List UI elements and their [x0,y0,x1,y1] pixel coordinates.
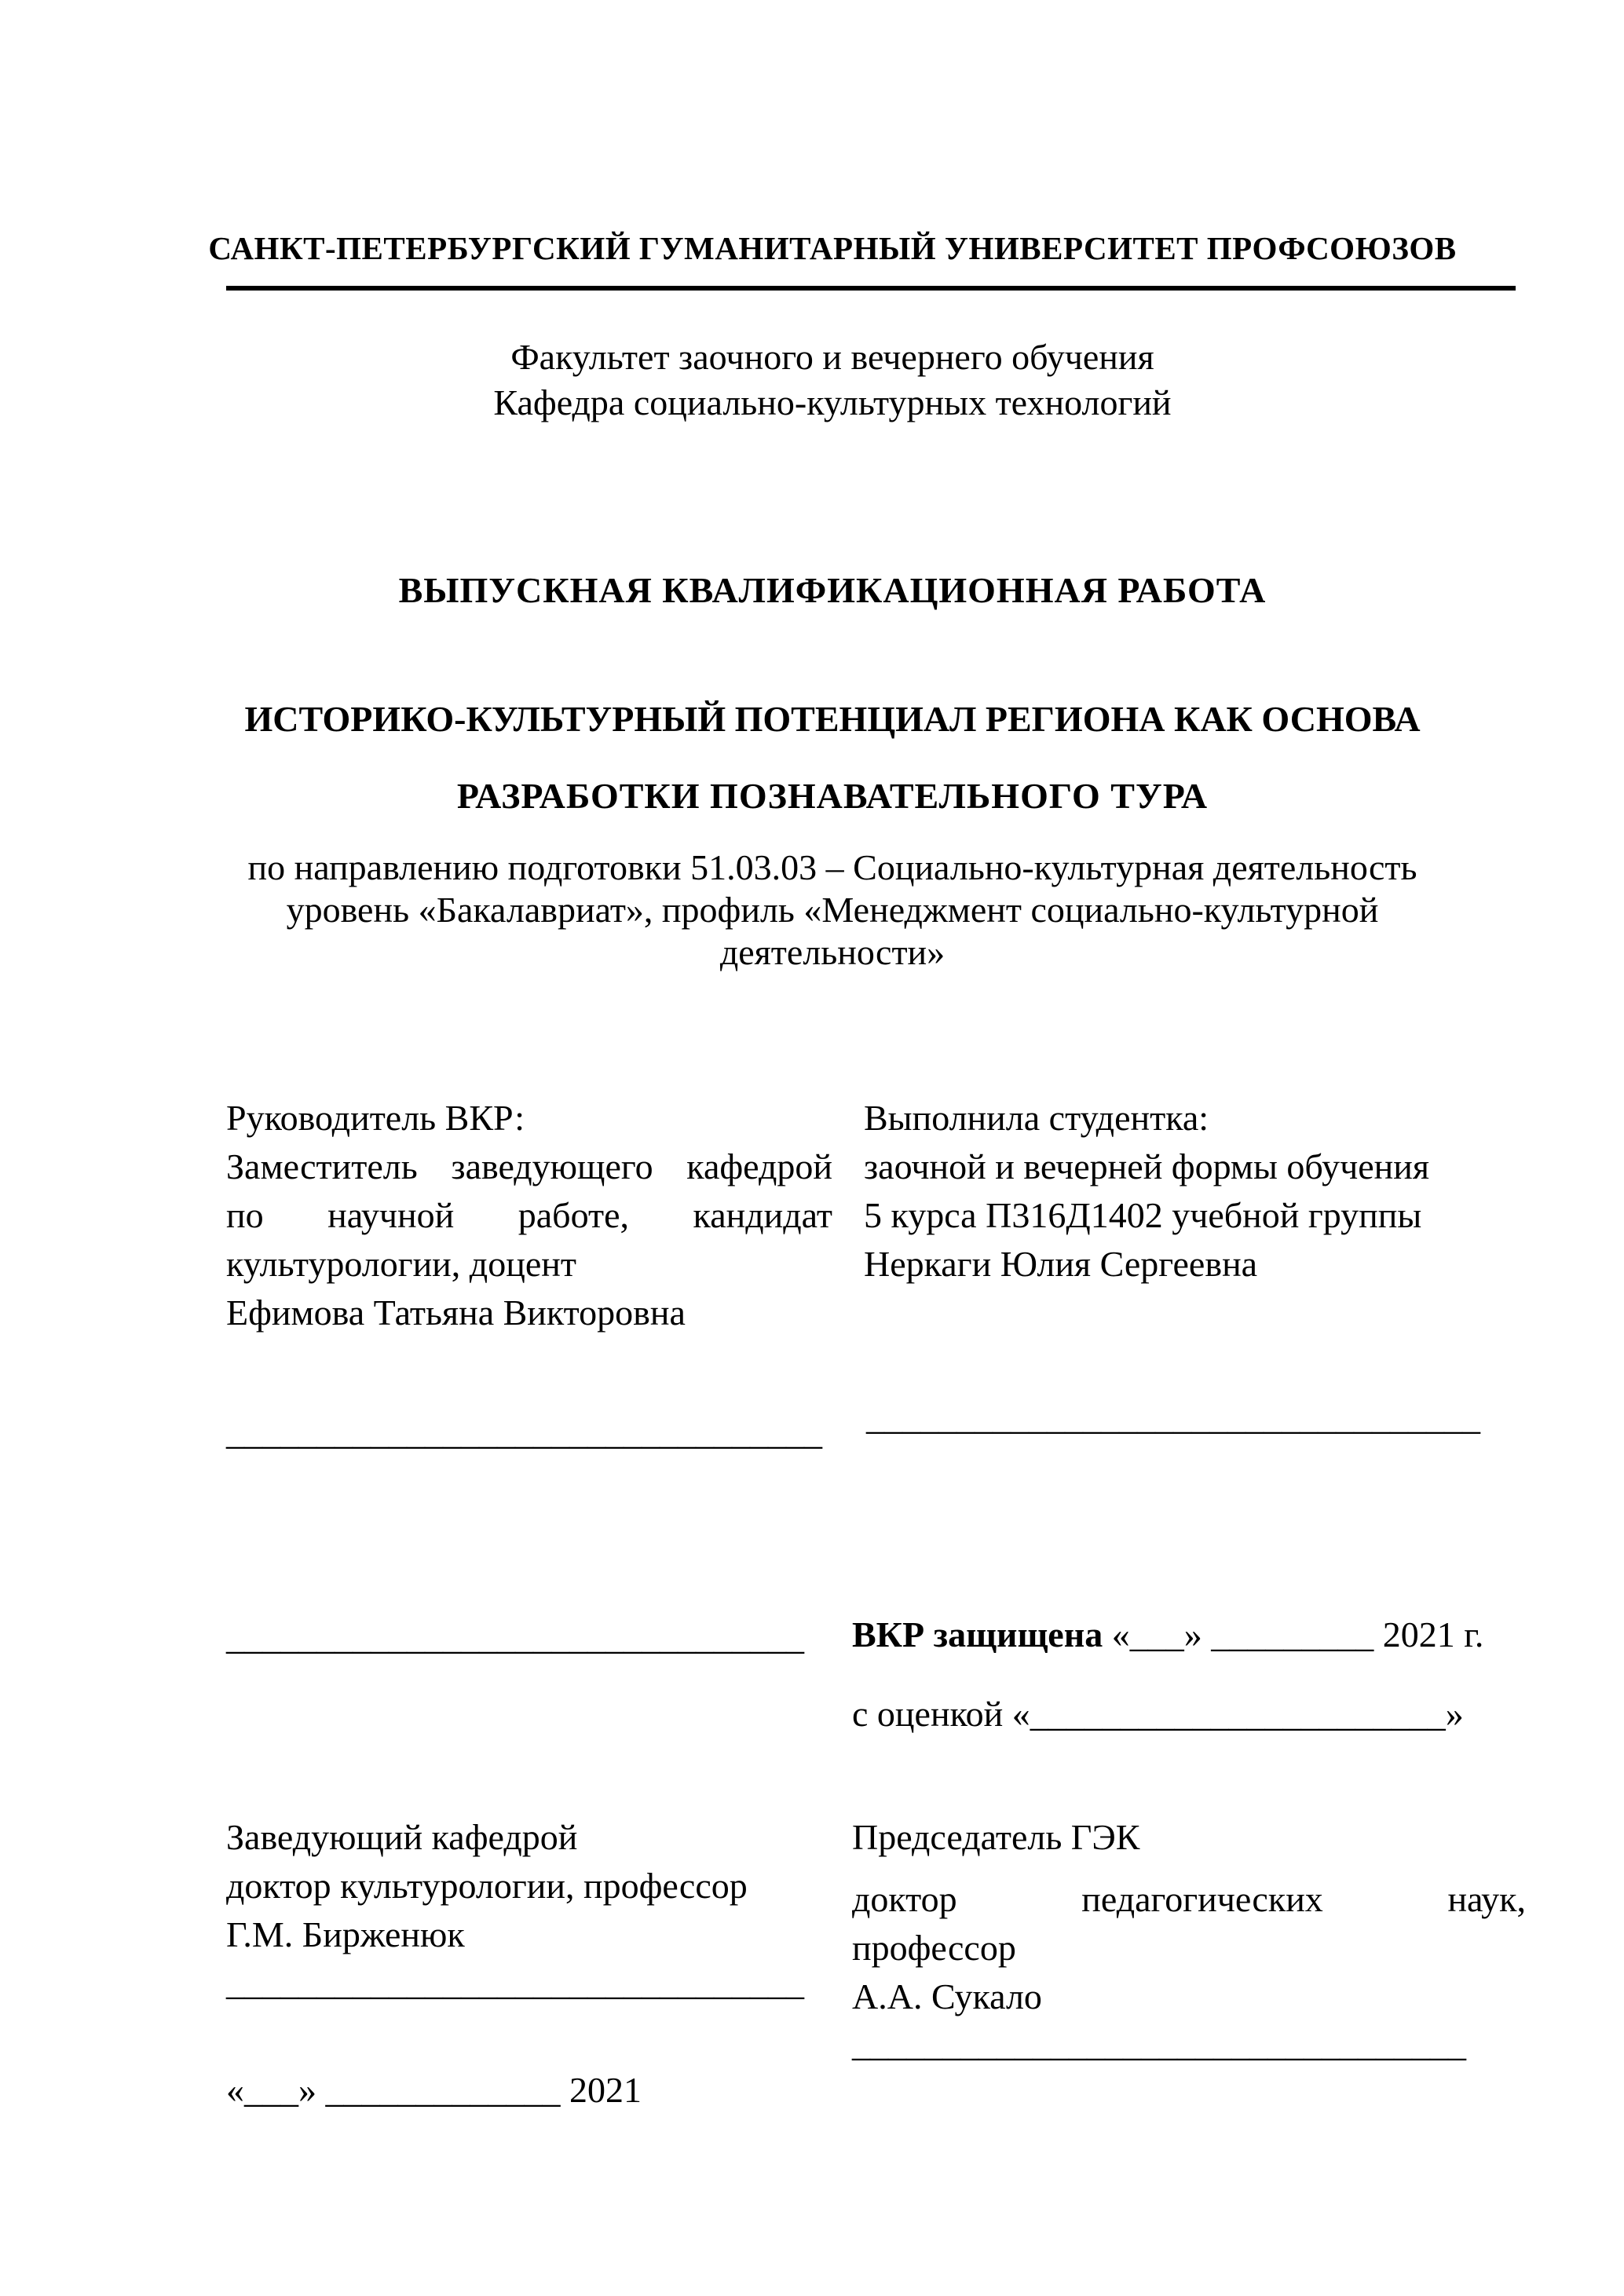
department-head-degree: доктор культурологии, профессор [226,1866,748,1906]
supervisor-position-line-1: Заместитель заведующего кафедрой [226,1146,832,1186]
department-head-title: Заведующий кафедрой [226,1817,578,1857]
faculty-line: Факультет заочного и вечернего обучения [510,337,1154,377]
gek-chair-signature-line: __________________________________ [852,2024,1466,2064]
department-head-block [226,1813,832,1959]
student-signature-line: __________________________________ [866,1397,1480,1437]
gek-chair-rank: профессор [852,1928,1016,1968]
gek-chair-block [852,1813,1526,2021]
gek-chair-details [852,1875,1526,2021]
direction-line-2: уровень «Бакалавриат», профиль «Менеджмент социально-культурной [286,890,1379,930]
student-line-1: заочной и вечерней формы обучения [864,1146,1430,1186]
university-name: САНКТ-ПЕТЕРБУРГСКИЙ ГУМАНИТАРНЫЙ УНИВЕРСИТЕТ ПРОФСОЮЗОВ [208,230,1457,266]
gek-chair-name: А.А. Сукало [852,1976,1042,2016]
supervisor-position-line-2: по научной работе, кандидат [226,1195,832,1235]
direction-line-1: по направлению подготовки 51.03.03 – Социально-культурная деятельность [247,847,1417,887]
department-line: Кафедра социально-культурных технологий [493,382,1172,422]
department-head-name: Г.М. Бирженюк [226,1914,465,1954]
defense-date-line [852,1610,1483,1659]
department-head-date-line: «___» _____________ 2021 [226,2070,642,2110]
student-heading: Выполнила студентка: [864,1098,1209,1138]
study-direction-block [188,846,1476,974]
second-signature-line: ________________________________ [226,1617,804,1657]
supervisor-position-line-3: культурологии, доцент [226,1244,576,1284]
department-head-signature-line: ________________________________ [226,1962,804,2002]
gek-chair-degree: доктор педагогических наук, [852,1879,1526,1919]
student-line-2: 5 курса П316Д1402 учебной группы [864,1195,1422,1235]
header-rule [226,286,1516,291]
thesis-title-line-1: ИСТОРИКО-КУЛЬТУРНЫЙ ПОТЕНЦИАЛ РЕГИОНА КАК ОСНОВА [244,699,1421,739]
supervisor-signature-line: _________________________________ [226,1412,822,1452]
student-name: Неркаги Юлия Сергеевна [864,1244,1258,1284]
supervisor-block [226,1094,832,1337]
student-block [864,1094,1530,1289]
gek-chair-heading: Председатель ГЭК [852,1817,1140,1857]
supervisor-heading: Руководитель ВКР: [226,1098,525,1138]
direction-line-3: деятельности» [719,932,946,972]
defense-date-blanks: «___» _________ 2021 г. [1103,1614,1484,1654]
defense-label: ВКР защищена [852,1614,1103,1654]
thesis-title-line-2: РАЗРАБОТКИ ПОЗНАВАТЕЛЬНОГО ТУРА [456,776,1209,816]
work-type-heading: ВЫПУСКНАЯ КВАЛИФИКАЦИОННАЯ РАБОТА [398,570,1267,610]
supervisor-name: Ефимова Татьяна Викторовна [226,1292,686,1333]
grade-line: с оценкой «_______________________» [852,1694,1464,1734]
